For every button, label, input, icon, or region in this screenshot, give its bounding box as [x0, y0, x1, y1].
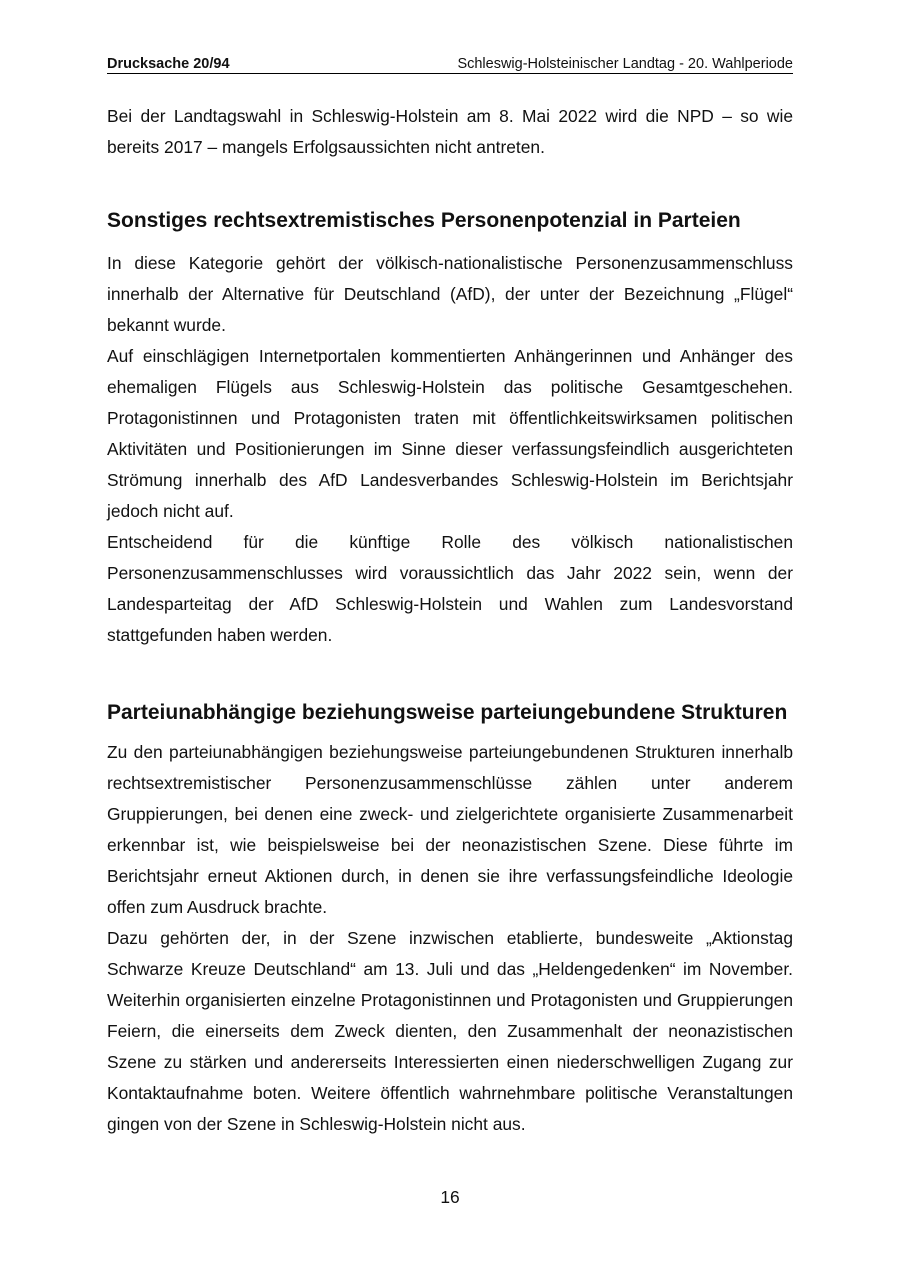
- document-number: Drucksache 20/94: [107, 56, 230, 72]
- page-number: 16: [440, 1187, 460, 1207]
- running-header: [107, 55, 793, 74]
- paragraph: Zu den parteiunabhängigen beziehungsweise parteiungebundenen Strukturen innerhalb rechtsextremistischer Personenzusammenschlüsse zählen unter anderem Gruppierungen, bei denen eine zweck- und zielgerichtete organisierte Zusammenarbeit erkennbar ist, wie beispielsweise bei der neonazistischen Szene. Diese führte im Berichtsjahr erneut Aktionen durch, in denen sie ihre verfassungsfeindliche Ideologie offen zum Ausdruck brachte.: [107, 742, 793, 917]
- paragraph: Auf einschlägigen Internetportalen kommentierten Anhängerinnen und Anhänger des ehemaligen Flügels aus Schleswig-Holstein das politische Gesamtgeschehen. Protagonistinnen und Protagonisten traten mit öffentlichkeitswirksamen politischen Aktivitäten und Positionierungen im Sinne dieser verfassungsfeindlich ausgerichteten Strömung innerhalb des AfD Landesverbandes Schleswig-Holstein im Berichtsjahr jedoch nicht auf.: [107, 346, 793, 521]
- intro-text: [107, 101, 793, 163]
- paragraph: Dazu gehörten der, in der Szene inzwischen etablierte, bundesweite „Aktionstag Schwarze Kreuze Deutschland“ am 13. Juli und das „Heldengedenken“ im November. Weiterhin organisierten einzelne Protagonistinnen und Protagonisten und Gruppierungen Feiern, die einerseits dem Zweck dienten, den Zusammenhalt der neonazistischen Szene zu stärken und andererseits Interessierten einen niederschwelligen Zugang zur Kontaktaufnahme boten. Weitere öffentlich wahrnehmbare politische Veranstaltungen gingen von der Szene in Schleswig-Holstein nicht aus.: [107, 928, 793, 1134]
- section-body-independent-structures: [107, 737, 793, 1140]
- parliament-title: Schleswig-Holsteinischer Landtag - 20. Wahlperiode: [457, 56, 793, 72]
- paragraph: Entscheidend für die künftige Rolle des völkisch nationalistischen Personenzusammenschlusses wird voraussichtlich das Jahr 2022 sein, wenn der Landesparteitag der AfD Schleswig-Holstein und Wahlen zum Landesvorstand stattgefunden haben werden.: [107, 532, 793, 645]
- section-heading-party-potential: Sonstiges rechtsextremistisches Personenpotenzial in Parteien: [107, 209, 741, 232]
- intro-paragraph: Bei der Landtagswahl in Schleswig-Holstein am 8. Mai 2022 wird die NPD – so wie bereits 2017 – mangels Erfolgsaussichten nicht antreten.: [107, 106, 793, 157]
- section-heading-independent-structures: Parteiunabhängige beziehungsweise parteiungebundene Strukturen: [107, 701, 788, 724]
- paragraph: In diese Kategorie gehört der völkisch-nationalistische Personenzusammenschluss innerhalb der Alternative für Deutschland (AfD), der unter der Bezeichnung „Flügel“ bekannt wurde.: [107, 253, 793, 335]
- section-body-party-potential: [107, 248, 793, 651]
